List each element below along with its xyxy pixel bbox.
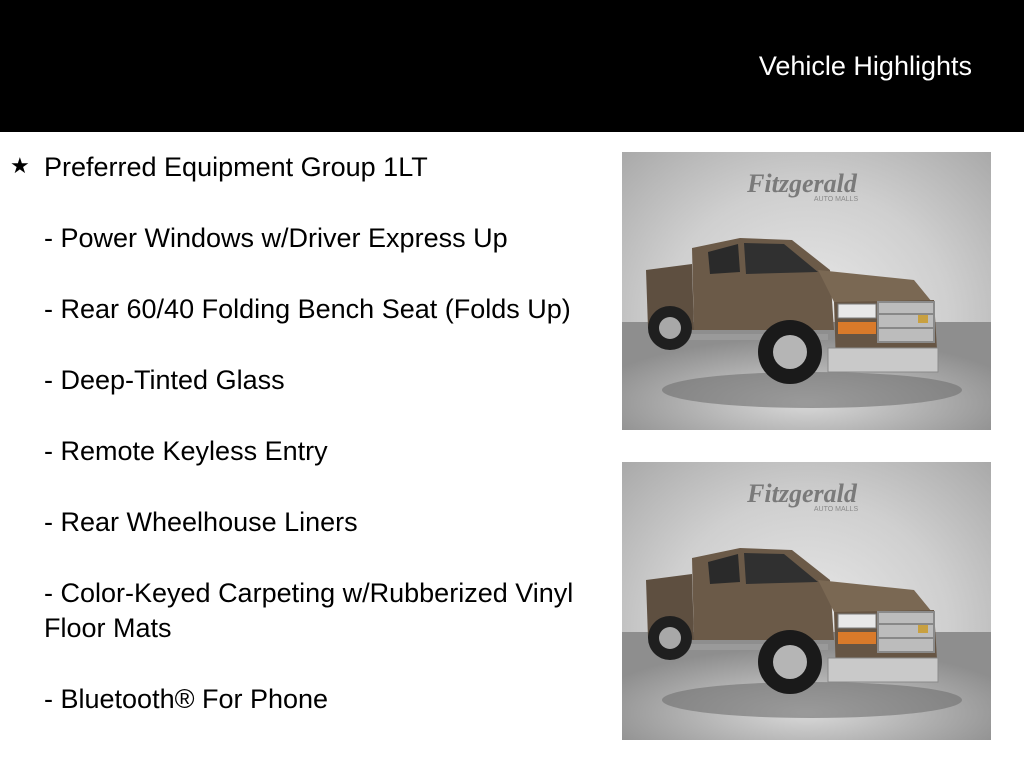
truck-illustration [622, 462, 991, 740]
header-bar [0, 0, 1024, 132]
list-item: - Rear 60/40 Folding Bench Seat (Folds Up) [44, 294, 571, 324]
list-item: - Rear Wheelhouse Liners [44, 507, 358, 537]
dealer-logo-sub: AUTO MALLS [813, 506, 859, 513]
highlights-list [44, 150, 584, 753]
dealer-logo: Fitzgerald [747, 479, 857, 508]
list-item: - Power Windows w/Driver Express Up [44, 223, 508, 253]
list-item: - Remote Keyless Entry [44, 436, 328, 466]
dealer-logo-sub: AUTO MALLS [813, 196, 859, 203]
dealer-logo: Fitzgerald [747, 169, 857, 198]
list-item: - Bluetooth® For Phone [44, 684, 329, 714]
page-title: Vehicle Highlights [758, 51, 972, 81]
truck-illustration [622, 152, 991, 430]
vehicle-photo-1 [622, 152, 991, 430]
list-item: Preferred Equipment Group 1LT [44, 152, 428, 182]
list-item: - Color-Keyed Carpeting w/Rubberized Vinyl Floor Mats [44, 578, 574, 643]
vehicle-photo-2 [622, 462, 991, 740]
list-item: - Deep-Tinted Glass [44, 365, 285, 395]
star-icon: ★ [10, 154, 30, 179]
